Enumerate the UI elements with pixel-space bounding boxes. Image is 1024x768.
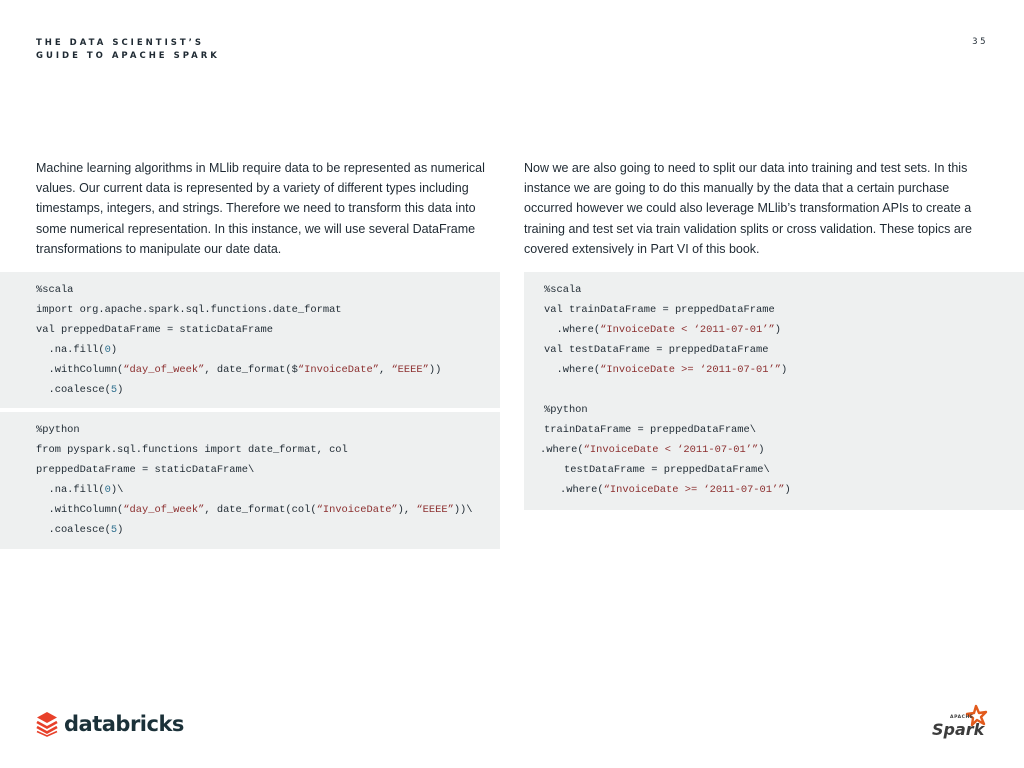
right-paragraph-line: covered extensively in Part VI of this book. [524,241,760,256]
code-line: val preppedDataFrame = staticDataFrame [36,324,273,336]
document-title [36,37,220,63]
code-line: .withColumn(“day_of_week”, date_format(col(“InvoiceDate”), “EEEE”))\ [36,504,473,516]
code-line: preppedDataFrame = staticDataFrame\ [36,464,255,476]
right-paragraph-line: instance we are going to do this manually by the data that a certain purchase [524,181,950,196]
left-paragraph-line: some numerical representation. In this instance, we will use several DataFrame [36,221,476,236]
code-line: .na.fill(0)\ [36,484,124,496]
code-line: val testDataFrame = preppedDataFrame [544,344,769,356]
code-line: import org.apache.spark.sql.functions.date_format [36,304,342,316]
left-paragraph-line: timestamps, integers, and strings. Therefore we need to transform this data into [36,201,476,216]
code-block-right [524,272,1024,510]
code-line: .withColumn(“day_of_week”, date_format($“InvoiceDate”, “EEEE”)) [36,364,442,376]
right-paragraph-line: Now we are also going to need to split our data into training and test sets. In this [524,161,968,175]
document-title-line-1: THE DATA SCIENTIST’S [36,38,205,48]
left-paragraph-line: transformations to manipulate our date data. [36,241,282,256]
code-line: trainDataFrame = preppedDataFrame\ [544,424,757,436]
code-line: %python [36,424,80,436]
spark-logo-wordmark: Spark [932,720,985,739]
right-paragraph-line: occurred however we could also leverage MLlib’s transformation APIs to create a [524,201,972,216]
code-line: .coalesce(5) [36,384,124,396]
spark-logo-small-text: APACHE [950,715,974,720]
document-title-line-2: GUIDE TO APACHE SPARK [36,51,220,61]
right-paragraph [524,158,974,259]
databricks-wordmark: databricks [64,712,184,736]
code-line: val trainDataFrame = preppedDataFrame [544,304,775,316]
databricks-stack-icon [36,711,58,737]
left-paragraph-line: values. Our current data is represented by a variety of different types including [36,181,469,196]
code-line: %python [544,404,588,416]
apache-spark-logo [928,704,990,740]
code-block-left-scala [0,272,500,408]
code-line: .coalesce(5) [36,524,124,536]
code-line: .where(“InvoiceDate < ‘2011-07-01’”) [540,444,765,456]
databricks-logo [36,709,184,739]
code-line: .where(“InvoiceDate >= ‘2011-07-01’”) [544,364,788,376]
code-block-left-python [0,412,500,549]
code-line: %scala [544,284,582,296]
code-line: %scala [36,284,74,296]
left-paragraph-line: Machine learning algorithms in MLlib require data to be represented as numerical [36,161,485,175]
code-line: .na.fill(0) [36,344,118,356]
page-number: 35 [972,37,988,47]
code-line: from pyspark.sql.functions import date_format, col [36,444,348,456]
code-line: testDataFrame = preppedDataFrame\ [564,464,770,476]
code-line: .where(“InvoiceDate >= ‘2011-07-01’”) [560,484,791,496]
code-line: .where(“InvoiceDate < ‘2011-07-01’”) [544,324,781,336]
left-paragraph [36,158,496,259]
right-paragraph-line: training and test set via train validation splits or cross validation. These topics are [524,221,972,236]
